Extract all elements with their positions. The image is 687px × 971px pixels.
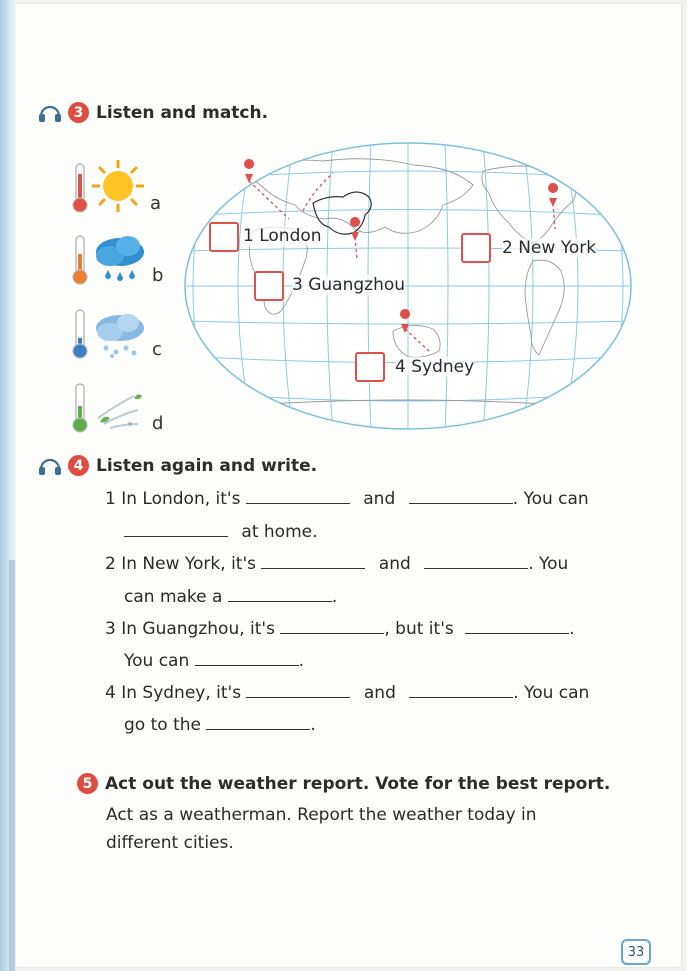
- weather-letter: d: [152, 413, 164, 434]
- answer-blank[interactable]: [465, 632, 569, 634]
- sentence-3-cont: [124, 651, 304, 671]
- sentence-text: and: [378, 554, 411, 574]
- rainy-icon: [90, 232, 148, 286]
- sentence-text: .: [331, 587, 338, 607]
- sentence-4: [105, 683, 589, 703]
- book-spine-edge: [9, 560, 15, 971]
- sentence-text: 2 In New York, it's: [105, 554, 256, 574]
- weather-letter: c: [152, 339, 162, 360]
- section-title-text: Listen again and write.: [96, 455, 318, 476]
- section-5-instruction-line-2: different cities.: [106, 833, 234, 853]
- weather-item-b: [70, 232, 163, 286]
- answer-box-sydney[interactable]: [355, 352, 385, 382]
- sentence-text: .: [569, 619, 575, 639]
- section-title-text: Act out the weather report. Vote for the best report.: [105, 773, 611, 794]
- answer-blank[interactable]: [246, 502, 350, 504]
- section-5-instruction-line-1: Act as a weatherman. Report the weather today in: [106, 805, 537, 825]
- city-label-london: 1 London: [243, 226, 322, 246]
- sentence-4-cont: [124, 715, 316, 735]
- thermometer-warm-icon: [70, 234, 90, 286]
- sunny-icon: [90, 158, 146, 214]
- sentence-text: , but it's: [384, 619, 454, 639]
- sentence-text: and: [363, 683, 396, 703]
- sentence-2: [105, 554, 568, 574]
- sentence-text: go to the: [124, 715, 201, 735]
- sentence-text: 1 In London, it's: [105, 489, 241, 509]
- answer-blank[interactable]: [261, 567, 365, 569]
- sentence-text: 3 In Guangzhou, it's: [105, 619, 275, 639]
- sentence-text: at home.: [241, 522, 318, 542]
- page-number: 33: [621, 939, 651, 965]
- answer-box-new-york[interactable]: [461, 233, 491, 263]
- city-label-new-york: 2 New York: [502, 238, 597, 258]
- thermometer-cool-icon: [70, 382, 90, 434]
- answer-blank[interactable]: [424, 567, 528, 569]
- answer-blank[interactable]: [195, 664, 299, 666]
- sentence-text: You can: [124, 651, 190, 671]
- section-number: 4: [68, 455, 89, 476]
- sentence-text: can make a: [124, 587, 223, 607]
- sentence-text: . You: [528, 554, 569, 574]
- section-4-title: [38, 455, 317, 476]
- answer-blank[interactable]: [206, 728, 310, 730]
- thermometer-hot-icon: [70, 162, 90, 214]
- sentence-3: [105, 619, 575, 639]
- section-title-text: Listen and match.: [96, 102, 269, 123]
- weather-item-a: [70, 158, 161, 214]
- answer-blank[interactable]: [246, 696, 350, 698]
- answer-blank[interactable]: [124, 535, 228, 537]
- sentence-text: . You can: [513, 683, 590, 703]
- sentence-1: [105, 489, 589, 509]
- weather-item-d: [70, 382, 163, 434]
- pin-icon: [244, 159, 254, 183]
- answer-blank[interactable]: [280, 632, 384, 634]
- answer-blank[interactable]: [409, 502, 513, 504]
- weather-item-c: [70, 308, 162, 360]
- sentence-1-cont: [124, 522, 318, 542]
- city-label-guangzhou: 3 Guangzhou: [292, 275, 406, 295]
- answer-blank[interactable]: [409, 696, 513, 698]
- sentence-2-cont: [124, 587, 337, 607]
- sentence-text: .: [310, 715, 316, 735]
- answer-box-guangzhou[interactable]: [254, 271, 284, 301]
- answer-box-london[interactable]: [209, 222, 239, 252]
- sentence-text: . You can: [512, 489, 589, 509]
- city-label-sydney: 4 Sydney: [395, 357, 475, 377]
- thermometer-cold-icon: [70, 308, 90, 360]
- world-map: [183, 141, 633, 431]
- weather-letter: a: [150, 193, 162, 214]
- headphones-icon: [38, 103, 62, 123]
- sentence-text: 4 In Sydney, it's: [105, 683, 242, 703]
- answer-blank[interactable]: [228, 600, 332, 602]
- sentence-text: .: [298, 651, 305, 671]
- section-3-title: [38, 102, 268, 123]
- sentence-text: and: [363, 489, 396, 509]
- headphones-icon: [38, 456, 62, 476]
- snowy-icon: [90, 310, 148, 360]
- section-5-title: [77, 773, 610, 794]
- section-number: 3: [68, 102, 89, 123]
- windy-icon: [90, 388, 148, 434]
- weather-letter: b: [152, 265, 164, 286]
- section-number: 5: [77, 773, 98, 794]
